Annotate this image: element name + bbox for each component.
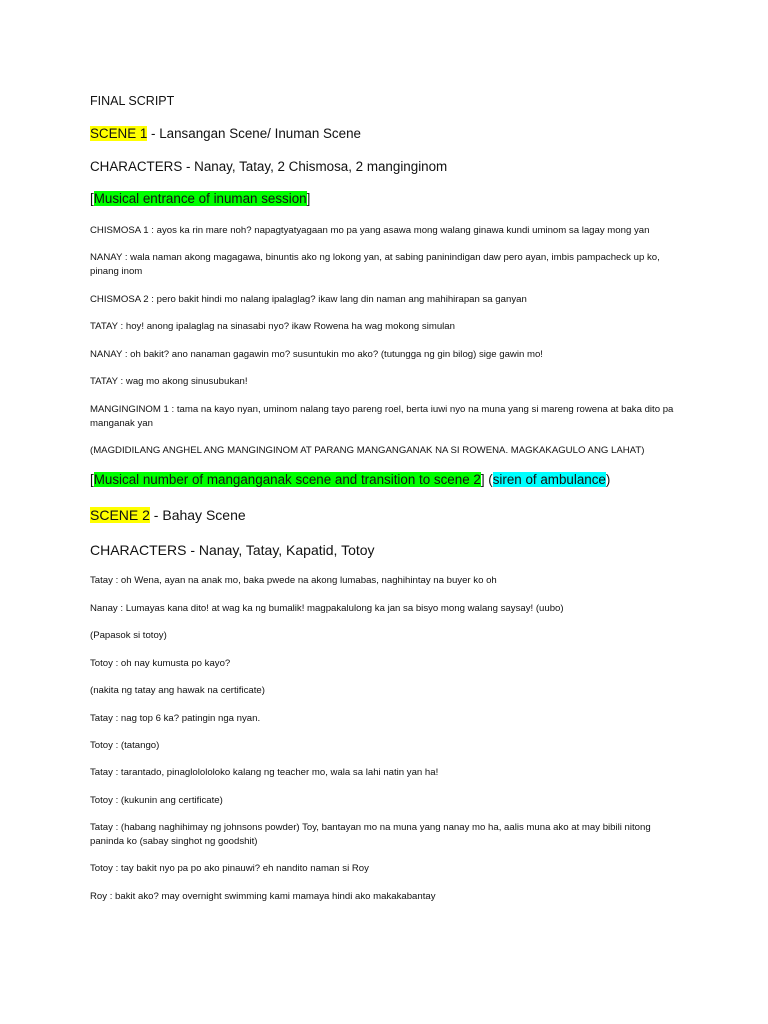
dialogue-line: TATAY : hoy! anong ipalaglag na sinasabi nyo? ikaw Rowena ha wag mokong simulan <box>90 321 455 332</box>
scene-1-heading <box>90 126 361 141</box>
bracket-open: [ <box>90 191 94 206</box>
scene-2-characters: CHARACTERS - Nanay, Tatay, Kapatid, Totoy <box>90 542 375 558</box>
scene-1-music-transition-cue <box>90 472 610 487</box>
dialogue-line: TATAY : wag mo akong sinusubukan! <box>90 376 248 387</box>
scene-1-music-cue <box>90 191 310 206</box>
scene-2-title: - Bahay Scene <box>149 507 246 523</box>
dialogue-line: Totoy : oh nay kumusta po kayo? <box>90 658 231 669</box>
scene-1-title: - Lansangan Scene/ Inuman Scene <box>147 126 361 141</box>
dialogue-line: Totoy : (tatango) <box>90 740 160 751</box>
dialogue-line: NANAY : oh bakit? ano nanaman gagawin mo? susuntukin mo ako? (tutungga ng gin bilog) sige gawin mo! <box>90 349 543 360</box>
stage-direction: (Papasok si totoy) <box>90 630 167 641</box>
scene-2-label: SCENE 2 <box>90 507 150 523</box>
dialogue-line: Totoy : (kukunin ang certificate) <box>90 795 223 806</box>
dialogue-line: CHISMOSA 1 : ayos ka rin mare noh? napagtyatyagaan mo pa yang asawa mong walang ginawa kundi uminom sa lagay mong yan <box>90 225 650 236</box>
dialogue-line: NANAY : wala naman akong magagawa, binuntis ako ng lokong yan, at sabing paninindigan daw pero ayan, imbis pampacheck up ko, pinang inom <box>90 252 660 277</box>
bracket-close: ) <box>605 472 611 487</box>
dialogue-line: MANGINGINOM 1 : tama na kayo nyan, uminom nalang tayo pareng roel, berta iuwi nyo na muna yang si mareng rowena at baka dito pa manganak yan <box>90 404 674 429</box>
dialogue-line: Totoy : tay bakit nyo pa po ako pinauwi? eh nandito naman si Roy <box>90 863 369 874</box>
scene-1-characters: CHARACTERS - Nanay, Tatay, 2 Chismosa, 2 manginginom <box>90 159 448 174</box>
scene-2-heading <box>90 507 246 523</box>
dialogue-line: Tatay : oh Wena, ayan na anak mo, baka pwede na akong lumabas, naghihintay na buyer ko oh <box>90 575 497 586</box>
dialogue-line: Tatay : tarantado, pinaglolololoko kalang ng teacher mo, wala sa lahi natin yan ha! <box>90 767 439 778</box>
bracket-mid: ] ( <box>480 472 493 487</box>
sound-cue-text: siren of ambulance <box>492 472 606 487</box>
music-cue-text: Musical number of manganganak scene and transition to scene 2 <box>93 472 481 487</box>
dialogue-line: Tatay : (habang naghihimay ng johnsons powder) Toy, bantayan mo na muna yang nanay mo ha, aalis muna ako at may bibili nitong paninda ko (sabay singhot ng goodshit) <box>90 822 651 847</box>
dialogue-line: Tatay : nag top 6 ka? patingin nga nyan. <box>90 713 261 724</box>
stage-direction: (nakita ng tatay ang hawak na certificate) <box>90 685 265 696</box>
scene-1-label: SCENE 1 <box>90 126 148 141</box>
stage-direction: (MAGDIDILANG ANGHEL ANG MANGINGINOM AT PARANG MANGANGANAK NA SI ROWENA. MAGKAKAGULO ANG LAHAT) <box>90 445 645 456</box>
dialogue-line: CHISMOSA 2 : pero bakit hindi mo nalang ipalaglag? ikaw lang din naman ang mahihirapan sa ganyan <box>90 294 527 305</box>
dialogue-line: Roy : bakit ako? may overnight swimming kami mamaya hindi ako makakabantay <box>90 891 436 902</box>
bracket-close: ] <box>306 191 311 206</box>
music-cue-text: Musical entrance of inuman session <box>93 191 307 206</box>
bracket-open: [ <box>90 472 94 487</box>
document-title: FINAL SCRIPT <box>90 94 175 108</box>
dialogue-line: Nanay : Lumayas kana dito! at wag ka ng bumalik! magpakalulong ka jan sa bisyo mong walang saysay! (uubo) <box>90 603 564 614</box>
